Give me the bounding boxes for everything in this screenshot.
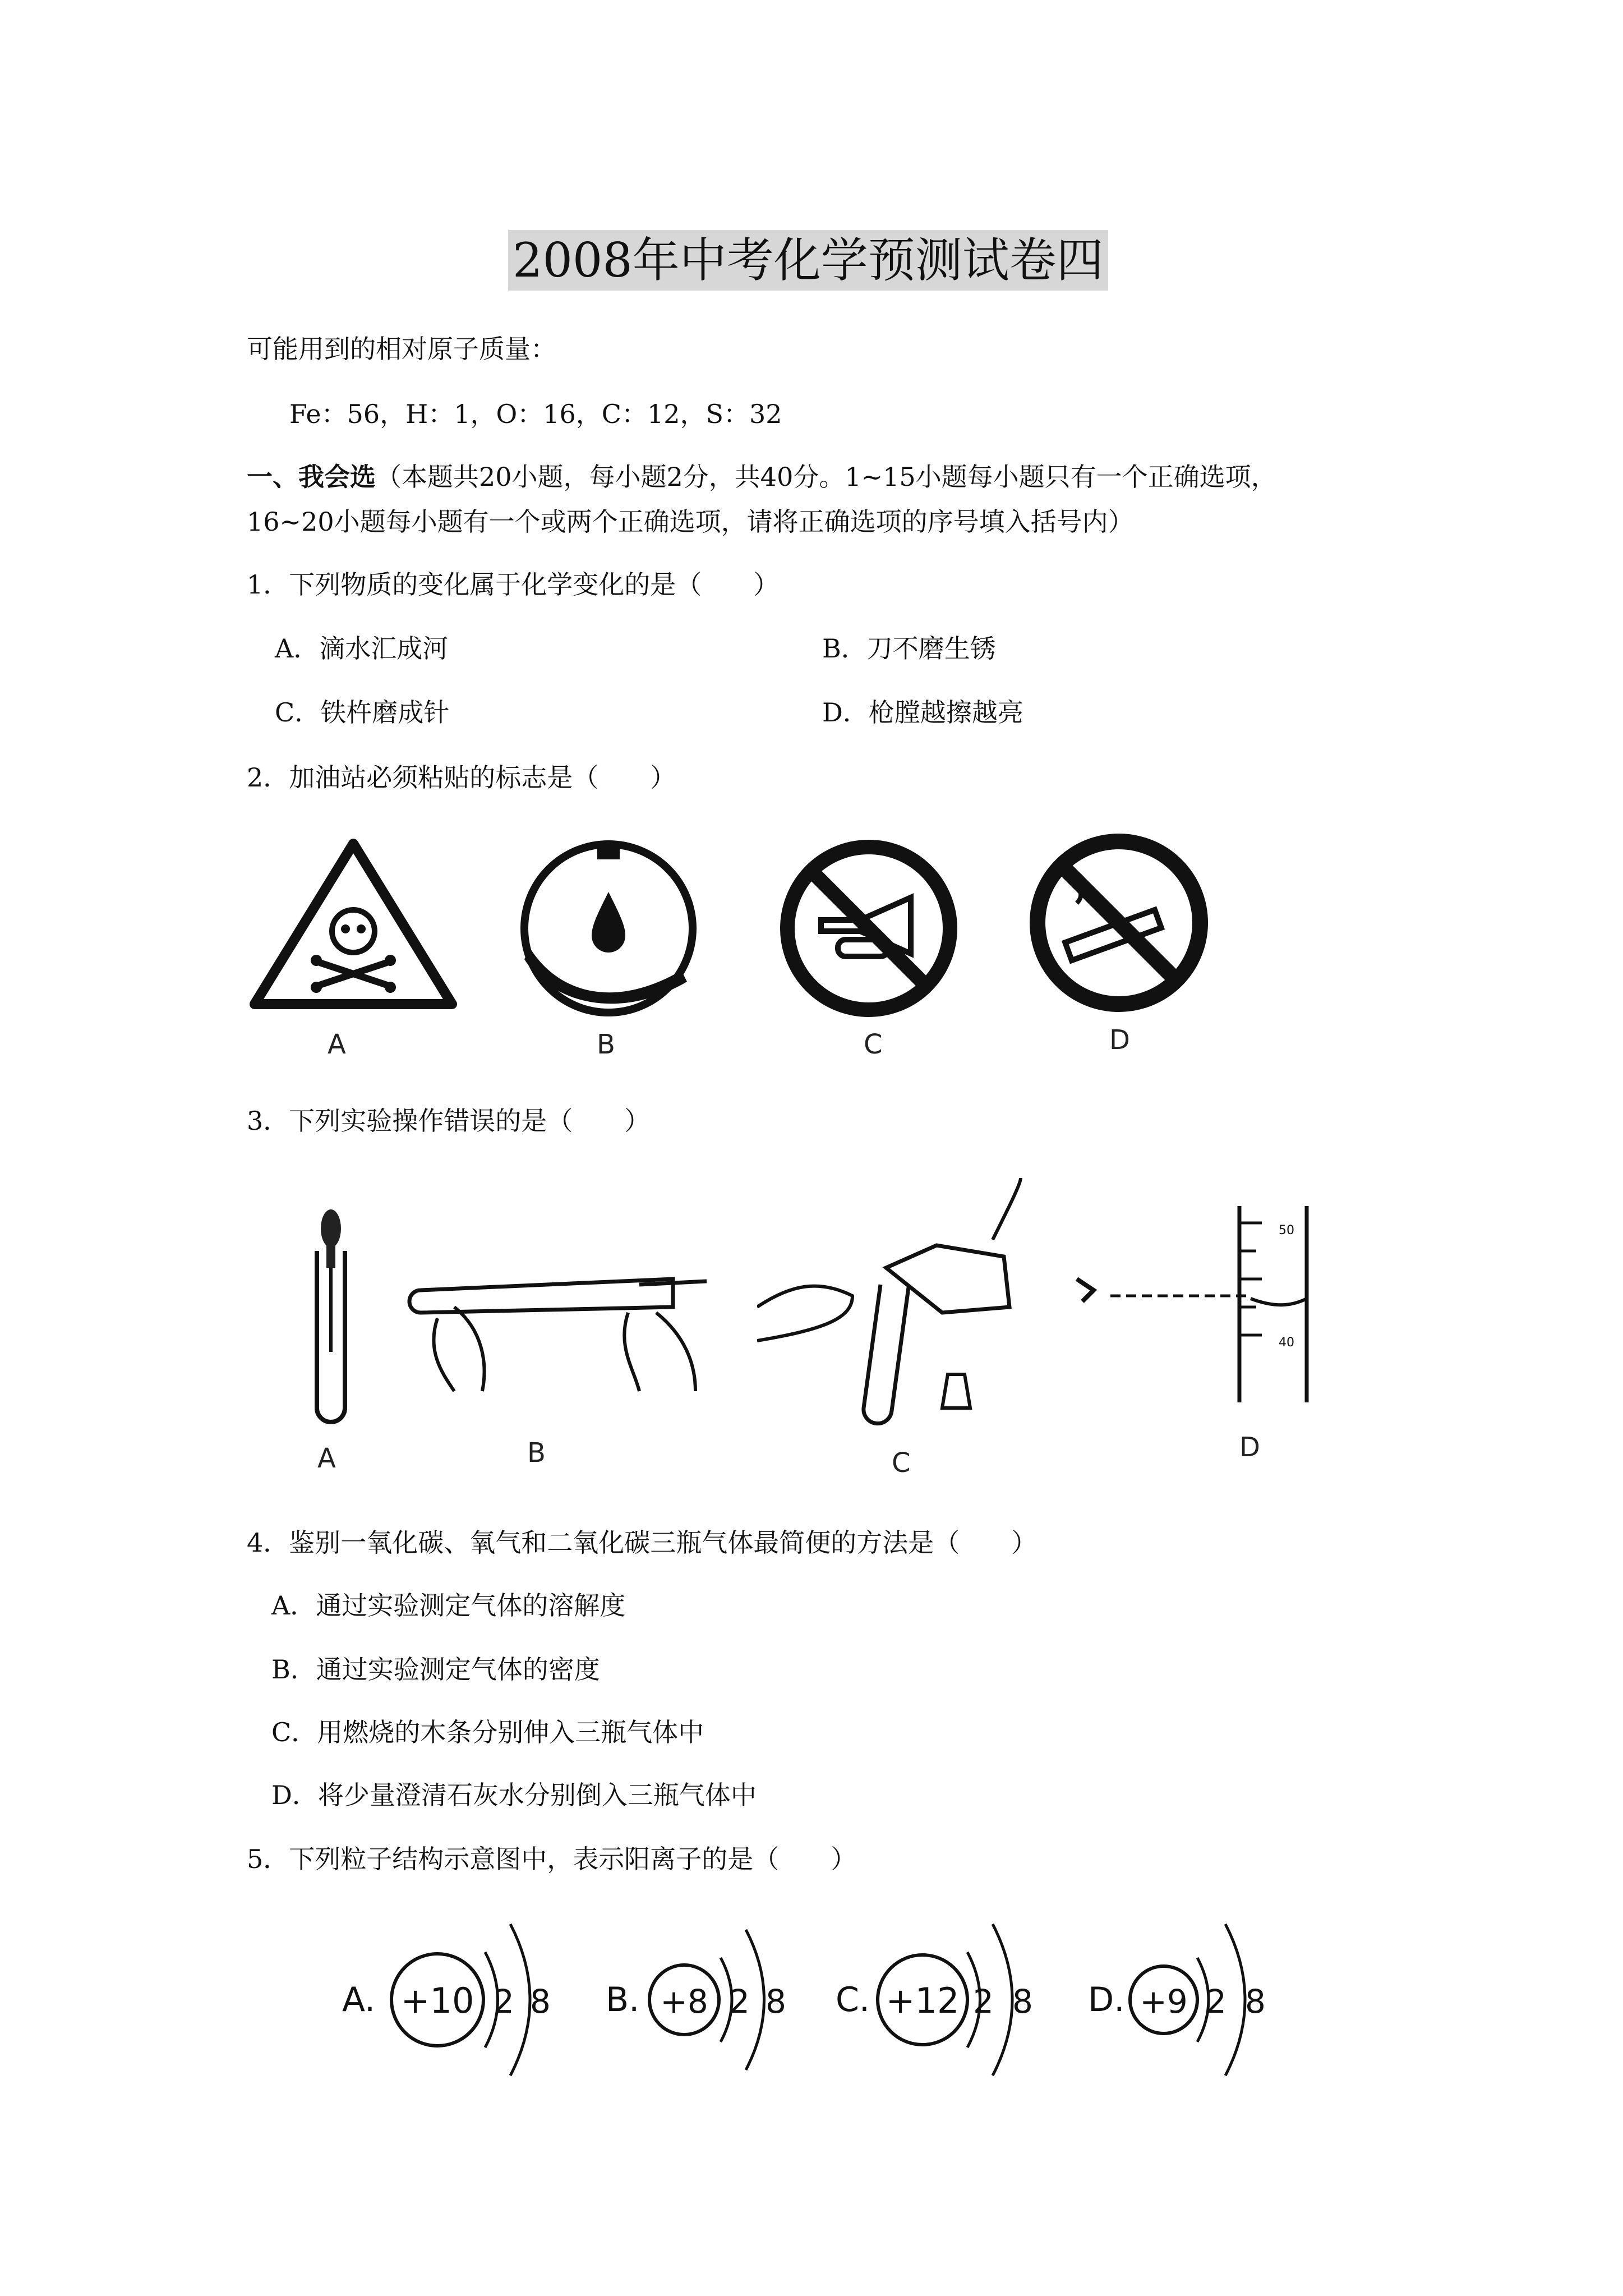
particle-c-shell2: 8 xyxy=(1012,1982,1033,2021)
question-5-stem: 5．下列粒子结构示意图中，表示阳离子的是（ ） xyxy=(247,1844,857,1874)
dropper-in-test-tube-icon xyxy=(303,1206,359,1430)
no-smoking-sign-icon xyxy=(1026,830,1211,1015)
particle-c-nucleus: +12 xyxy=(886,1980,960,2021)
particle-d-label: D. xyxy=(1088,1980,1125,2019)
particle-a-shell1: 2 xyxy=(494,1982,514,2021)
heating-test-tube-icon xyxy=(404,1257,718,1397)
question-3-stem: 3．下列实验操作错误的是（ ） xyxy=(247,1106,651,1136)
pouring-liquid-icon xyxy=(757,1172,1026,1436)
question-4-stem: 4．鉴别一氧化碳、氧气和二氧化碳三瓶气体最简便的方法是（ ） xyxy=(247,1527,1038,1558)
cylinder-mark-50: 50 xyxy=(1279,1223,1294,1237)
section-1-desc-line1 xyxy=(247,460,1277,494)
q3-label-b: B xyxy=(527,1437,546,1469)
q3-label-c: C xyxy=(892,1447,911,1479)
particle-c xyxy=(836,1924,1033,2076)
q2-label-b: B xyxy=(597,1029,615,1060)
question-4-option-b: B．通过实验测定气体的密度 xyxy=(271,1654,600,1685)
no-horn-sign-icon xyxy=(776,836,961,1021)
q2-label-a: A xyxy=(328,1029,346,1060)
water-saving-sign-icon xyxy=(513,836,704,1021)
q2-label-c: C xyxy=(864,1029,883,1060)
section-1-heading: 一、我会选 xyxy=(247,462,376,492)
cylinder-mark-40: 40 xyxy=(1279,1336,1294,1350)
particle-d xyxy=(1088,1924,1266,2076)
reading-cylinder-icon xyxy=(1071,1195,1329,1419)
question-1-option-a: A．滴水汇成河 xyxy=(275,633,449,664)
question-1-option-b: B．刀不磨生锈 xyxy=(822,633,996,664)
particle-d-nucleus: +9 xyxy=(1140,1982,1188,2021)
particle-b-label: B. xyxy=(606,1980,640,2019)
particle-a-shell2: 8 xyxy=(530,1982,551,2021)
particle-d-shell1: 2 xyxy=(1206,1982,1227,2021)
question-4-option-a: A．通过实验测定气体的溶解度 xyxy=(271,1590,626,1621)
question-4-option-c: C．用燃烧的木条分别伸入三瓶气体中 xyxy=(271,1717,704,1747)
particle-a-label: A. xyxy=(342,1980,376,2019)
particle-c-label: C. xyxy=(836,1980,870,2019)
q3-label-d: D xyxy=(1239,1432,1260,1463)
particle-diagrams xyxy=(342,1913,1295,2081)
question-2-stem: 2．加油站必须粘贴的标志是（ ） xyxy=(247,762,676,793)
question-1-option-d: D．枪膛越擦越亮 xyxy=(822,697,1023,728)
particle-b xyxy=(606,1930,786,2070)
particle-b-shell1: 2 xyxy=(729,1982,750,2021)
q2-label-d: D xyxy=(1109,1024,1130,1056)
q3-label-a: A xyxy=(317,1443,336,1474)
particle-c-shell1: 2 xyxy=(973,1982,994,2021)
page-title: 2008年中考化学预测试卷四 xyxy=(508,230,1108,291)
particle-a xyxy=(342,1924,551,2076)
section-1-desc-line2: 16~20小题每小题有一个或两个正确选项，请将正确选项的序号填入括号内） xyxy=(247,507,1134,537)
particle-b-shell2: 8 xyxy=(766,1982,786,2021)
particle-b-nucleus: +8 xyxy=(660,1982,708,2021)
atomic-mass-label: 可能用到的相对原子质量： xyxy=(247,334,556,364)
atomic-mass-values: Fe：56，H：1，O：16，C：12，S：32 xyxy=(289,399,782,429)
question-1-option-c: C．铁杵磨成针 xyxy=(275,697,450,728)
question-1-stem: 1．下列物质的变化属于化学变化的是（ ） xyxy=(247,569,780,600)
section-1-desc: （本题共20小题，每小题2分，共40分。1~15小题每小题只有一个正确选项， xyxy=(376,462,1277,492)
question-4-option-d: D．将少量澄清石灰水分别倒入三瓶气体中 xyxy=(271,1780,757,1810)
poison-sign-icon xyxy=(247,836,460,1015)
particle-d-shell2: 8 xyxy=(1245,1982,1266,2021)
particle-a-nucleus: +10 xyxy=(400,1980,474,2021)
